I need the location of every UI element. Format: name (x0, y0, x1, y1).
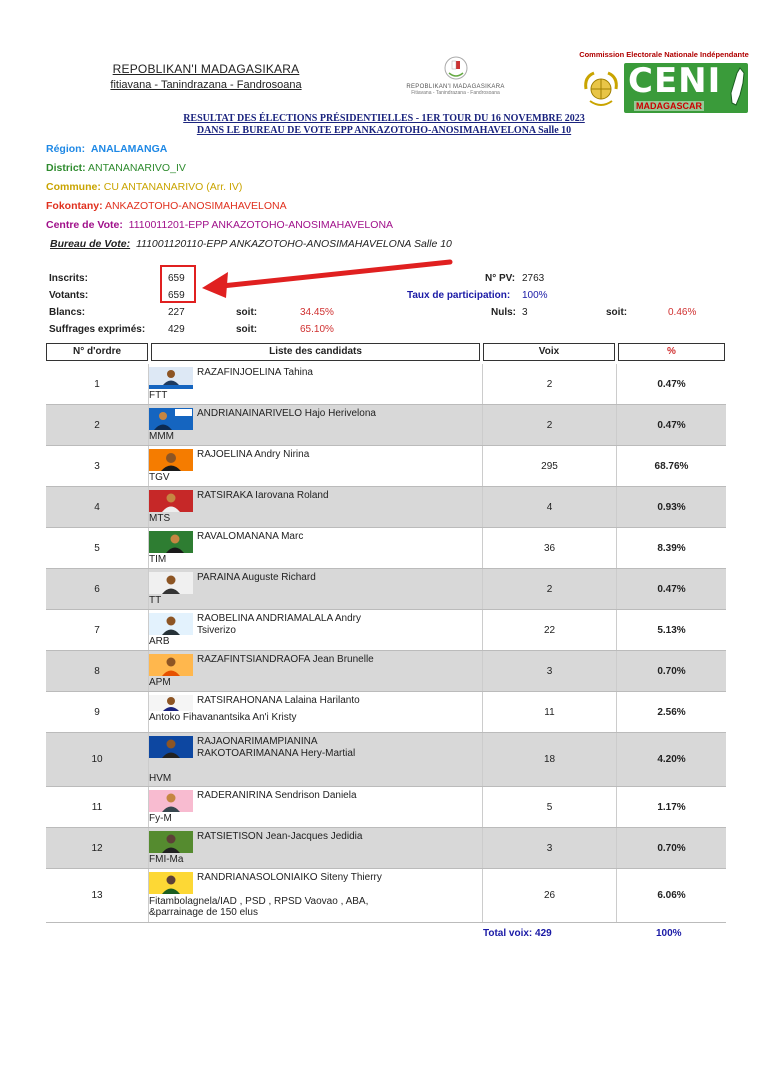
bureau-line (50, 238, 452, 250)
table-row (46, 487, 726, 528)
candidate-party: HVM (149, 773, 172, 784)
candidate-party: Fy-M (149, 813, 172, 824)
candidate-cell (148, 528, 482, 568)
total-percent: 100% (656, 928, 682, 939)
row-number: 12 (46, 828, 148, 868)
candidate-photo (149, 872, 193, 894)
row-percent: 0.47% (616, 569, 726, 609)
total-votes: Total voix: 429 (483, 928, 552, 939)
candidate-photo (149, 449, 193, 471)
row-number: 10 (46, 733, 148, 786)
district-label: District: (46, 162, 86, 174)
centre-label: Centre de Vote: (46, 219, 123, 231)
inscrits-value: 659 (168, 273, 185, 284)
header-percent: % (618, 343, 725, 361)
candidate-party: MTS (149, 513, 171, 524)
table-row (46, 528, 726, 569)
blancs-percent: 34.45% (300, 307, 334, 318)
row-votes: 4 (482, 487, 616, 527)
nuls-label: Nuls: (491, 307, 516, 318)
row-number: 13 (91, 890, 103, 901)
seal-text: REPOBLIKAN'I MADAGASIKARA (406, 84, 505, 90)
candidate-cell (148, 446, 482, 486)
candidate-photo (149, 408, 193, 430)
nuls-soit-label: soit: (606, 307, 628, 318)
row-percent: 1.17% (616, 787, 726, 827)
row-votes: 295 (482, 446, 616, 486)
row-votes: 18 (482, 733, 616, 786)
ceni-wordmark: CENI (628, 61, 722, 101)
republic-seal (388, 55, 523, 96)
row-percent: 5.13% (616, 610, 726, 650)
ceni-logo (578, 50, 750, 117)
district-value: ANTANANARIVO_IV (88, 162, 186, 174)
highlight-box (160, 265, 196, 303)
red-arrow-icon (198, 256, 458, 300)
seal-emblem-icon (439, 55, 473, 81)
region-line (46, 143, 167, 155)
republic-name: REPOBLIKAN'I MADAGASIKARA (112, 62, 300, 76)
row-percent: 0.70% (616, 651, 726, 691)
blancs-value: 227 (168, 307, 185, 318)
pv-label: N° PV: (485, 273, 516, 284)
candidate-cell (148, 733, 482, 786)
suffrages-soit-label: soit: (236, 324, 258, 335)
candidate-cell (148, 364, 482, 404)
candidate-photo (149, 695, 193, 711)
candidate-cell (148, 828, 482, 868)
row-number: 4 (46, 487, 148, 527)
candidate-cell (148, 405, 482, 445)
table-row (46, 405, 726, 446)
candidate-name: ANDRIANAINARIVELO Hajo Herivelona (197, 408, 376, 419)
row-votes: 36 (482, 528, 616, 568)
candidate-photo (149, 790, 193, 812)
commune-line (46, 181, 242, 193)
centre-line (46, 219, 393, 231)
row-percent: 0.93% (616, 487, 726, 527)
row-votes: 2 (482, 405, 616, 445)
candidate-name: RANDRIANASOLONIAIKO Siteny Thierry (197, 872, 382, 883)
district-line (46, 162, 186, 174)
row-percent: 4.20% (616, 733, 726, 786)
row-votes: 11 (482, 692, 616, 732)
row-number: 11 (91, 801, 103, 813)
candidate-name: RATSIETISON Jean-Jacques Jedidia (197, 831, 363, 842)
ceni-emblem-icon (580, 69, 622, 109)
bureau-value: 111001120110-EPP ANKAZOTOHO-ANOSIMAHAVELONA Salle 10 (135, 238, 452, 250)
row-number: 9 (94, 706, 100, 718)
row-number: 6 (46, 569, 148, 609)
row-number: 3 (94, 460, 100, 472)
row-votes: 5 (482, 787, 616, 827)
table-row (46, 569, 726, 610)
region-label: Région: (46, 143, 86, 155)
candidate-photo (149, 613, 193, 635)
suffrages-percent: 65.10% (300, 324, 334, 335)
republic-motto: fitiavana - Tanindrazana - Fandrosoana (110, 79, 302, 91)
candidate-party: Fitambolagnela/IAD , PSD , RPSD Vaovao , ABA, &parrainage de 150 elus (149, 896, 369, 918)
row-percent: 8.39% (616, 528, 726, 568)
commune-label: Commune: (46, 181, 101, 193)
candidate-name: RAZAFINJOELINA Tahina (197, 367, 313, 378)
fokontany-line (46, 200, 287, 212)
row-votes: 3 (482, 828, 616, 868)
candidate-name: PARAINA Auguste Richard (197, 572, 316, 583)
table-row (46, 733, 726, 787)
row-percent: 0.47% (616, 364, 726, 404)
row-votes: 2 (482, 569, 616, 609)
bureau-label: Bureau de Vote: (50, 238, 131, 250)
votants-label: Votants: (49, 290, 89, 301)
candidate-name: RAJAONARIMAMPIANINA RAKOTOARIMANANA Hery-Martial (197, 736, 356, 759)
seal-subtext: Fitiavana - Tanindrazana - Fandrosoana (411, 90, 500, 96)
candidate-name: RAJOELINA Andry Nirina (197, 449, 310, 460)
row-percent: 68.76% (616, 446, 726, 486)
centre-value: 1110011201-EPP ANKAZOTOHO-ANOSIMAHAVELONA (128, 219, 394, 231)
row-number: 1 (94, 378, 100, 390)
row-votes: 26 (482, 869, 616, 922)
row-number: 8 (46, 651, 148, 691)
candidate-party: Antoko Fihavanantsika An'i Kristy (149, 712, 297, 723)
candidate-photo (149, 490, 193, 512)
results-table (46, 364, 726, 923)
table-row (46, 828, 726, 869)
taux-value: 100% (522, 290, 548, 301)
row-percent: 6.06% (616, 869, 726, 922)
fokontany-label: Fokontany: (46, 200, 103, 212)
commune-value: CU ANTANANARIVO (Arr. IV) (103, 181, 243, 193)
suffrages-label: Suffrages exprimés: (49, 324, 146, 335)
candidate-party: APM (149, 677, 171, 688)
document-title-line2: DANS LE BUREAU DE VOTE EPP ANKAZOTOHO-ANOSIMAHAVELONA Salle 10 (196, 125, 572, 136)
candidate-party: ARB (149, 636, 170, 647)
candidate-cell (148, 487, 482, 527)
candidate-name: RAOBELINA ANDRIAMALALA Andry Tsiverizo (197, 613, 361, 636)
row-percent: 0.70% (616, 828, 726, 868)
candidate-photo (149, 831, 193, 853)
row-number: 2 (46, 405, 148, 445)
table-row (46, 692, 726, 733)
candidate-party: FMI-Ma (149, 854, 184, 865)
candidate-party: FTT (149, 390, 168, 401)
candidate-name: RATSIRAKA Iarovana Roland (197, 490, 329, 501)
candidate-party: TGV (149, 472, 170, 483)
row-votes: 3 (482, 651, 616, 691)
candidate-party: MMM (149, 431, 174, 442)
candidate-cell (148, 692, 482, 732)
candidate-cell (148, 787, 482, 827)
blancs-soit-label: soit: (236, 307, 258, 318)
candidate-photo (149, 367, 193, 389)
table-row (46, 364, 726, 405)
candidate-name: RAZAFINTSIANDRAOFA Jean Brunelle (197, 654, 374, 665)
table-row (46, 446, 726, 487)
candidate-party: TT (149, 595, 162, 606)
ceni-country: MADAGASCAR (636, 101, 702, 111)
candidate-photo (149, 736, 193, 758)
candidate-name: RADERANIRINA Sendrison Daniela (197, 790, 357, 801)
candidate-photo (149, 572, 193, 594)
row-votes: 22 (482, 610, 616, 650)
candidate-cell (148, 869, 482, 922)
document-title-line1: RESULTAT DES ÉLECTIONS PRÉSIDENTIELLES - 1ER TOUR DU 16 NOVEMBRE 2023 (183, 113, 585, 124)
table-row (46, 610, 726, 651)
row-percent: 2.56% (616, 692, 726, 732)
ceni-caption: Commission Electorale Nationale Indépendante (579, 50, 749, 59)
madagascar-map-icon (728, 67, 746, 107)
fokontany-value: ANKAZOTOHO-ANOSIMAHAVELONA (104, 200, 287, 212)
table-row (46, 787, 726, 828)
nuls-value: 3 (522, 307, 528, 318)
candidate-name: RAVALOMANANA Marc (197, 531, 304, 542)
table-row (46, 651, 726, 692)
candidate-cell (148, 569, 482, 609)
candidate-name: RATSIRAHONANA Lalaina Harilanto (197, 695, 360, 706)
candidate-party: TIM (149, 554, 167, 565)
region-value: ANALAMANGA (90, 143, 168, 155)
row-number: 7 (94, 624, 100, 636)
header-candidats: Liste des candidats (151, 343, 480, 361)
blancs-label: Blancs: (49, 307, 86, 318)
candidate-photo (149, 654, 193, 676)
row-percent: 0.47% (616, 405, 726, 445)
nuls-percent: 0.46% (668, 307, 697, 318)
candidate-photo (149, 531, 193, 553)
votants-value: 659 (168, 290, 185, 301)
suffrages-value: 429 (168, 324, 185, 335)
pv-value: 2763 (522, 273, 545, 284)
candidate-cell (148, 610, 482, 650)
inscrits-label: Inscrits: (49, 273, 88, 284)
table-row (46, 869, 726, 923)
candidate-cell (148, 651, 482, 691)
header-ordre: N° d'ordre (46, 343, 148, 361)
row-votes: 2 (482, 364, 616, 404)
row-number: 5 (94, 542, 100, 554)
header-voix: Voix (483, 343, 615, 361)
republic-header (96, 62, 316, 91)
taux-label: Taux de participation: (407, 290, 511, 301)
